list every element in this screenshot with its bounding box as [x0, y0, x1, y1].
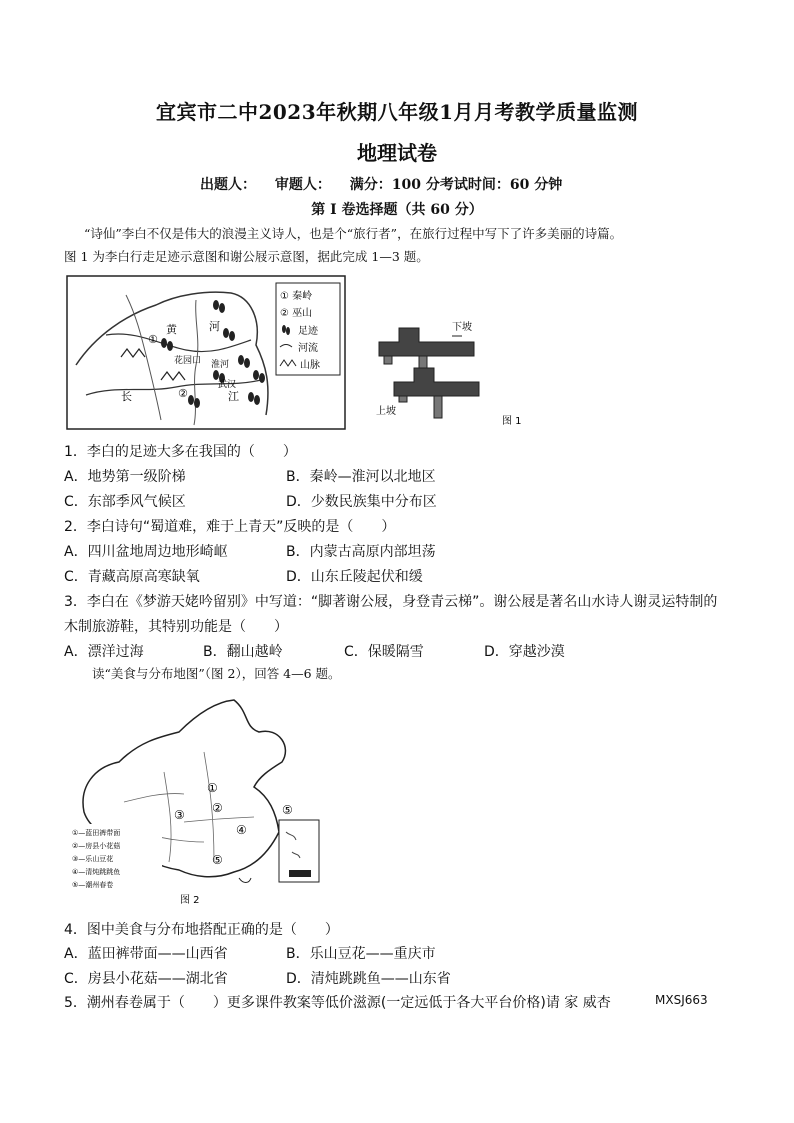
question-2-option-c: C．青藏高原高寒缺氧 — [64, 569, 200, 585]
legend-qinling: ① 秦岭 — [280, 291, 313, 302]
legend-food-5: ⑤—潮州春卷 — [72, 881, 114, 889]
question-4-option-b: B．乐山豆花——重庆市 — [286, 946, 436, 962]
food-marker-4: ④ — [236, 823, 247, 837]
food-marker-5-mainland: ⑤ — [212, 853, 223, 867]
exam-title: 宜宾市二中2023年秋期八年级1月月考教学质量监测 — [155, 100, 639, 124]
question-2-option-d: D．山东丘陵起伏和缓 — [286, 569, 423, 585]
question-2-option-a: A．四川盆地周边地形崎岖 — [64, 544, 228, 560]
question-5-stem: 5．潮州春卷属于（ ）更多课件教案等低价滋源(一定远低于各大平台价格)请 家 威杏 — [64, 995, 611, 1011]
legend-wushan: ② 巫山 — [280, 308, 313, 319]
marker-1: ① — [148, 333, 158, 346]
map-label-huang: 黄 — [166, 323, 177, 336]
food-marker-5: ⑤ — [282, 803, 293, 817]
figure-1-caption: 图 1 — [502, 416, 522, 427]
legend-mountain: 山脉 — [300, 360, 320, 371]
marker-2: ② — [178, 387, 188, 400]
food-marker-2: ② — [212, 801, 223, 815]
food-marker-1: ① — [207, 781, 218, 795]
question-1-option-d: D．少数民族集中分布区 — [286, 494, 437, 510]
legend-food-4: ④—清炖跳跳鱼 — [72, 868, 121, 876]
question-4-option-c: C．房县小花菇——湖北省 — [64, 971, 228, 987]
question-3-option-d: D．穿越沙漠 — [484, 644, 565, 660]
score-time-label: 满分：100 分考试时间：60 分钟 — [349, 177, 563, 193]
food-marker-3: ③ — [174, 808, 185, 822]
question-3-option-a: A．漂洋过海 — [64, 644, 144, 660]
intro-paragraph-line-1: “诗仙”李白不仅是伟大的浪漫主义诗人，也是个“旅行者”，在旅行过程中写下了许多美丽的诗篇。 — [84, 226, 623, 241]
legend-food-1: ①—蓝田裤带面 — [72, 829, 121, 837]
question-2-option-b: B．内蒙古高原内部坦荡 — [286, 544, 436, 560]
setter-label: 出题人： — [200, 177, 256, 193]
shoe-label-uphill: 上坡 — [376, 406, 396, 417]
map-label-huayuankou: 花园口 — [174, 356, 202, 366]
question-1-option-c: C．东部季风气候区 — [64, 494, 186, 510]
legend-food-2: ②—房县小花菇 — [72, 842, 121, 850]
question-1-option-b: B．秦岭—淮河以北地区 — [286, 469, 436, 485]
legend-food-3: ③—乐山豆花 — [72, 855, 114, 863]
question-3-option-c: C．保暖隔雪 — [344, 644, 424, 660]
exam-subtitle: 地理试卷 — [357, 141, 437, 165]
intro-paragraph-line-2: 图 1 为李白行走足迹示意图和谢公屐示意图，据此完成 1—3 题。 — [64, 249, 429, 264]
shoe-label-downhill: 下坡 — [452, 322, 472, 333]
figure-2-caption: 图 2 — [180, 895, 200, 906]
map-label-jiang: 江 — [228, 390, 239, 403]
figure-2-map — [64, 692, 324, 911]
question-3-stem-line-2: 木制旅游鞋，其特别功能是（ ） — [64, 619, 288, 635]
legend-river: 河流 — [298, 343, 318, 354]
reviewer-label: 审题人： — [274, 177, 331, 193]
question-1-option-a: A．地势第一级阶梯 — [64, 469, 186, 485]
question-3-option-b: B．翻山越岭 — [203, 644, 283, 660]
question-4-option-a: A．蓝田裤带面——山西省 — [64, 946, 228, 962]
question-1-stem: 1．李白的足迹大多在我国的（ ） — [64, 444, 297, 460]
map-label-huaihe: 淮河 — [211, 360, 230, 370]
exam-meta — [200, 174, 576, 194]
document-code: MXSJ663 — [655, 993, 708, 1007]
section-heading: 第 I 卷选择题（共 60 分） — [311, 202, 483, 218]
question-2-stem: 2．李白诗句“蜀道难，难于上青天”反映的是（ ） — [64, 519, 396, 535]
intro-2: 读“美食与分布地图”（图 2），回答 4—6 题。 — [92, 666, 341, 681]
question-4-option-d: D．清炖跳跳鱼——山东省 — [286, 971, 451, 987]
figure-1-shoe — [374, 300, 529, 434]
legend-footprint: 足迹 — [298, 326, 318, 337]
question-4-stem: 4．图中美食与分布地搭配正确的是（ ） — [64, 922, 339, 938]
figure-1-map — [66, 275, 346, 434]
question-3-stem-line-1: 3．李白在《梦游天姥吟留别》中写道：“脚著谢公屐，身登青云梯”。谢公屐是著名山水诗人谢灵运特制的 — [64, 594, 718, 610]
map-label-he: 河 — [209, 320, 220, 333]
map-label-chang: 长 — [121, 390, 132, 403]
map-label-wuhan: 武汉 — [218, 380, 237, 390]
